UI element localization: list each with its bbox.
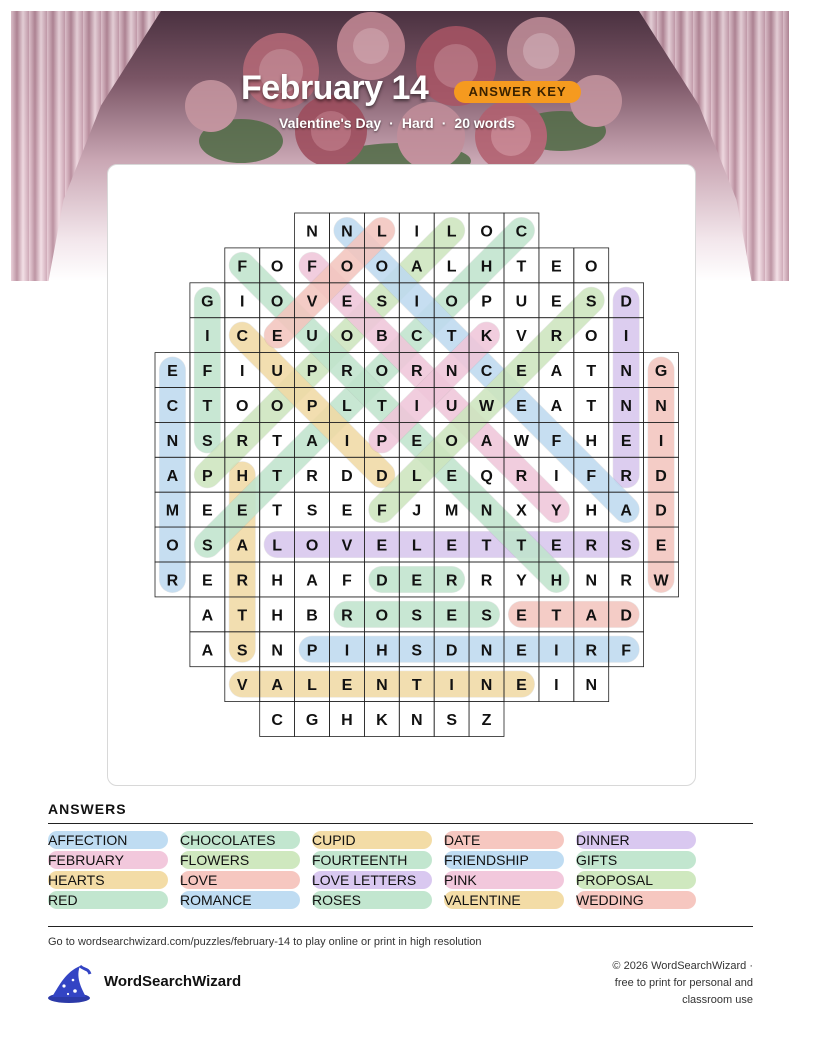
grid-letter: S bbox=[376, 293, 388, 311]
grid-letter: I bbox=[344, 432, 350, 450]
grid-letter: T bbox=[411, 677, 422, 695]
grid-letter: O bbox=[270, 258, 284, 276]
grid-letter: P bbox=[202, 467, 213, 485]
grid-letter: S bbox=[202, 432, 213, 450]
grid-letter: E bbox=[446, 537, 457, 555]
grid-letter: R bbox=[341, 363, 353, 381]
grid-letter: W bbox=[653, 572, 669, 590]
answer-word-love: LOVE bbox=[180, 871, 300, 889]
grid-letter: U bbox=[445, 397, 458, 415]
grid-letter: E bbox=[271, 328, 283, 346]
grid-letter: N bbox=[445, 363, 458, 381]
answer-word-red: RED bbox=[48, 891, 168, 909]
grid-letter: I bbox=[623, 328, 629, 346]
grid-letter: U bbox=[271, 363, 283, 381]
grid-letter: T bbox=[272, 432, 283, 450]
grid-letter: Z bbox=[481, 712, 492, 730]
grid-letter: R bbox=[236, 432, 249, 450]
page-title: February 14 bbox=[241, 69, 429, 107]
grid-letter: C bbox=[515, 223, 528, 241]
grid-letter: S bbox=[620, 537, 632, 555]
grid-letter: R bbox=[480, 572, 493, 590]
grid-letter: T bbox=[376, 397, 387, 415]
grid-letter: O bbox=[585, 258, 598, 276]
grid-letter: C bbox=[236, 328, 249, 346]
grid-letter: O bbox=[270, 293, 284, 311]
grid-letter: E bbox=[202, 572, 213, 590]
grid-letter: D bbox=[620, 607, 632, 625]
grid-letter: E bbox=[551, 537, 562, 555]
grid-letter: N bbox=[376, 677, 388, 695]
grid-letter: E bbox=[202, 502, 213, 520]
grid-letter: V bbox=[341, 537, 353, 555]
grid-letter: T bbox=[516, 537, 527, 555]
grid-letter: M bbox=[165, 502, 180, 520]
grid-letter: O bbox=[375, 363, 389, 381]
grid-letter: I bbox=[554, 467, 559, 485]
separator-dot: · bbox=[389, 115, 394, 131]
grid-letter: A bbox=[271, 677, 283, 695]
grid-letter: G bbox=[654, 363, 668, 381]
grid-letter: E bbox=[551, 293, 562, 311]
grid-letter: A bbox=[306, 432, 318, 450]
grid-letter: E bbox=[516, 397, 527, 415]
grid-letter: C bbox=[271, 712, 283, 730]
grid-letter: H bbox=[271, 572, 283, 590]
answer-word-valentine: VALENTINE bbox=[444, 891, 564, 909]
grid-letter: S bbox=[411, 642, 423, 660]
grid-letter: R bbox=[166, 572, 179, 590]
grid-letter: I bbox=[240, 293, 245, 311]
grid-letter: N bbox=[585, 677, 598, 695]
grid-letter: I bbox=[554, 677, 559, 695]
grid-letter: S bbox=[481, 607, 492, 625]
grid-letter: V bbox=[306, 293, 318, 311]
grid-letter: H bbox=[341, 712, 353, 730]
grid-letter: S bbox=[306, 502, 318, 520]
answer-word-gifts: GIFTS bbox=[576, 851, 696, 869]
grid-letter: L bbox=[272, 537, 283, 555]
grid-letter: E bbox=[411, 572, 423, 590]
answer-word-proposal: PROPOSAL bbox=[576, 871, 696, 889]
grid-letter: T bbox=[551, 607, 562, 625]
grid-letter: O bbox=[340, 258, 354, 276]
grid-letter: S bbox=[202, 537, 213, 555]
grid-letter: H bbox=[236, 467, 249, 485]
answer-word-wedding: WEDDING bbox=[576, 891, 696, 909]
grid-letter: P bbox=[376, 432, 388, 450]
footer-url-text: Go to wordsearchwizard.com/puzzles/february-14 to play online or print in high resolution bbox=[48, 936, 482, 948]
grid-letter: O bbox=[480, 223, 493, 241]
grid-letter: E bbox=[167, 363, 178, 381]
grid-letter: E bbox=[376, 537, 388, 555]
grid-letter: T bbox=[272, 502, 283, 520]
grid-letter: L bbox=[446, 223, 457, 241]
grid-letter: T bbox=[586, 363, 597, 381]
answer-word-pink: PINK bbox=[444, 871, 564, 889]
grid-letter: O bbox=[375, 258, 389, 276]
grid-letter: I bbox=[449, 677, 454, 695]
answer-word-february: FEBRUARY bbox=[48, 851, 168, 869]
grid-letter: E bbox=[446, 467, 457, 485]
grid-letter: Y bbox=[516, 572, 527, 590]
grid-letter: F bbox=[586, 467, 597, 485]
grid-letter: A bbox=[201, 642, 214, 660]
grid-letter: S bbox=[446, 712, 457, 730]
grid-letter: I bbox=[414, 293, 419, 311]
brand-name: WordSearchWizard bbox=[104, 973, 242, 990]
grid-letter: N bbox=[341, 223, 353, 241]
answer-word-love-letters: LOVE LETTERS bbox=[312, 871, 432, 889]
grid-letter: F bbox=[202, 363, 213, 381]
grid-letter: E bbox=[655, 537, 667, 555]
grid-letter: N bbox=[620, 363, 632, 381]
grid-letter: G bbox=[305, 712, 319, 730]
grid-letter: O bbox=[236, 397, 249, 415]
grid-letter: V bbox=[236, 677, 248, 695]
grid-letter: D bbox=[341, 467, 353, 485]
grid-letter: E bbox=[446, 607, 457, 625]
answer-word-chocolates: CHOCOLATES bbox=[180, 831, 300, 849]
subtitle-difficulty: Hard bbox=[401, 115, 434, 131]
answer-word-flowers: FLOWERS bbox=[180, 851, 300, 869]
grid-letter: C bbox=[480, 363, 493, 381]
grid-letter: L bbox=[376, 223, 387, 241]
grid-letter: A bbox=[236, 537, 249, 555]
answer-word-affection: AFFECTION bbox=[48, 831, 168, 849]
separator-dot: · bbox=[441, 115, 447, 131]
grid-letter: W bbox=[513, 432, 530, 450]
footer-divider bbox=[48, 926, 753, 927]
grid-letter: H bbox=[480, 258, 493, 276]
answer-word-cupid: CUPID bbox=[312, 831, 432, 849]
grid-letter: P bbox=[306, 363, 318, 381]
grid-letter: T bbox=[272, 467, 283, 485]
grid-letter: A bbox=[480, 432, 493, 450]
answer-word-hearts: HEARTS bbox=[48, 871, 168, 889]
grid-letter: I bbox=[344, 642, 350, 660]
copyright-line: free to print for personal and bbox=[614, 977, 753, 989]
grid-letter: R bbox=[585, 642, 598, 660]
grid-letter: C bbox=[166, 397, 179, 415]
grid-letter: N bbox=[480, 677, 493, 695]
grid-letter: U bbox=[515, 293, 528, 311]
grid-letter: R bbox=[515, 467, 528, 485]
grid-letter: R bbox=[550, 328, 563, 346]
grid-letter: C bbox=[410, 328, 423, 346]
grid-letter: A bbox=[550, 363, 563, 381]
grid-letter: U bbox=[306, 328, 318, 346]
grid-letter: E bbox=[411, 432, 423, 450]
grid-letter: L bbox=[342, 397, 352, 415]
grid-letter: E bbox=[516, 363, 527, 381]
grid-letter: O bbox=[445, 293, 458, 311]
grid-letter: E bbox=[236, 502, 248, 520]
grid-letter: N bbox=[271, 642, 283, 660]
answer-key-badge: ANSWER KEY bbox=[454, 81, 581, 103]
grid-letter: R bbox=[620, 572, 632, 590]
grid-letter: P bbox=[306, 397, 318, 415]
grid-letter: O bbox=[445, 432, 458, 450]
grid-letter: P bbox=[306, 642, 318, 660]
grid-letter: R bbox=[306, 467, 318, 485]
grid-letter: F bbox=[621, 642, 632, 660]
grid-letter: W bbox=[478, 397, 495, 415]
grid-letter: H bbox=[271, 607, 283, 625]
grid-letter: I bbox=[414, 223, 419, 241]
grid-letter: E bbox=[341, 293, 353, 311]
grid-letter: A bbox=[306, 572, 318, 590]
grid-letter: L bbox=[411, 537, 422, 555]
grid-letter: N bbox=[655, 397, 667, 415]
grid-letter: R bbox=[236, 572, 249, 590]
grid-letter: L bbox=[307, 677, 317, 695]
grid-letter: R bbox=[620, 467, 632, 485]
grid-letter: K bbox=[376, 712, 388, 730]
grid-letter: D bbox=[376, 467, 388, 485]
wizard-hat-icon bbox=[46, 964, 92, 1004]
grid-letter: A bbox=[166, 467, 179, 485]
grid-letter: G bbox=[201, 293, 214, 311]
grid-letter: I bbox=[554, 642, 559, 660]
grid-letter: A bbox=[550, 397, 563, 415]
grid-letter: O bbox=[340, 328, 354, 346]
answer-word-roses: ROSES bbox=[312, 891, 432, 909]
grid-letter: H bbox=[585, 432, 598, 450]
grid-letter: T bbox=[516, 258, 527, 276]
grid-letter: F bbox=[342, 572, 352, 590]
grid-letter: F bbox=[376, 502, 387, 520]
grid-letter: S bbox=[585, 293, 597, 311]
copyright-line: © 2026 WordSearchWizard · bbox=[612, 960, 753, 972]
grid-letter: N bbox=[166, 432, 179, 450]
grid-letter: D bbox=[655, 467, 667, 485]
grid-letter: O bbox=[585, 328, 598, 346]
grid-letter: H bbox=[550, 572, 563, 590]
grid-letter: R bbox=[585, 537, 598, 555]
grid-letter: T bbox=[202, 397, 213, 415]
subtitle-theme: Valentine's Day bbox=[279, 115, 382, 131]
grid-letter: X bbox=[516, 502, 527, 520]
grid-letter: A bbox=[585, 607, 598, 625]
grid-letter: F bbox=[551, 432, 562, 450]
grid-letter: I bbox=[240, 363, 245, 381]
answer-word-dinner: DINNER bbox=[576, 831, 696, 849]
grid-letter: O bbox=[270, 397, 284, 415]
grid-letter: K bbox=[480, 328, 493, 346]
grid-letter: Y bbox=[551, 502, 562, 520]
grid-letter: R bbox=[445, 572, 458, 590]
grid-letter: L bbox=[411, 467, 422, 485]
answer-word-romance: ROMANCE bbox=[180, 891, 300, 909]
grid-letter: E bbox=[620, 432, 632, 450]
copyright-line: classroom use bbox=[682, 994, 753, 1006]
grid-letter: D bbox=[376, 572, 388, 590]
grid-letter: N bbox=[306, 223, 318, 241]
grid-letter: S bbox=[411, 607, 423, 625]
grid-letter: N bbox=[480, 642, 493, 660]
grid-letter: B bbox=[306, 607, 318, 625]
grid-letter: H bbox=[585, 502, 598, 520]
grid-letter: A bbox=[201, 607, 214, 625]
answers-heading: ANSWERS bbox=[48, 801, 127, 817]
grid-letter: E bbox=[516, 642, 527, 660]
grid-letter: F bbox=[307, 258, 317, 276]
grid-letter: M bbox=[444, 502, 459, 520]
grid-letter: I bbox=[414, 397, 419, 415]
grid-letter: B bbox=[376, 328, 388, 346]
grid-letter: N bbox=[585, 572, 598, 590]
grid-letter: D bbox=[445, 642, 458, 660]
grid-letter: J bbox=[412, 502, 422, 520]
answer-word-date: DATE bbox=[444, 831, 564, 849]
grid-letter: T bbox=[481, 537, 492, 555]
grid-letter: N bbox=[410, 712, 423, 730]
grid-letter: T bbox=[446, 328, 457, 346]
grid-letter: O bbox=[375, 607, 389, 625]
grid-letter: V bbox=[516, 328, 527, 346]
grid-letter: L bbox=[446, 258, 457, 276]
grid-letter: O bbox=[166, 537, 179, 555]
grid-letter: O bbox=[305, 537, 319, 555]
grid-letter: P bbox=[481, 293, 492, 311]
grid-letter: A bbox=[620, 502, 632, 520]
grid-letter: A bbox=[410, 258, 423, 276]
grid-letter: E bbox=[516, 677, 527, 695]
grid-letter: Q bbox=[480, 467, 493, 485]
grid-letter: I bbox=[658, 432, 664, 450]
grid-letter: D bbox=[620, 293, 632, 311]
answer-word-fourteenth: FOURTEENTH bbox=[312, 851, 432, 869]
grid-letter: E bbox=[551, 258, 562, 276]
grid-letter: D bbox=[655, 502, 667, 520]
grid-letter: I bbox=[205, 328, 210, 346]
answers-divider bbox=[48, 823, 753, 824]
grid-letter: R bbox=[341, 607, 353, 625]
grid-letter: E bbox=[341, 677, 353, 695]
grid-letter: N bbox=[480, 502, 493, 520]
subtitle-word-count: 20 words bbox=[454, 115, 516, 131]
grid-letter: E bbox=[341, 502, 353, 520]
copyright-notice bbox=[583, 958, 753, 1009]
grid-letter: T bbox=[586, 397, 597, 415]
grid-letter: R bbox=[410, 363, 423, 381]
answer-word-friendship: FRIENDSHIP bbox=[444, 851, 564, 869]
grid-letter: S bbox=[236, 642, 248, 660]
grid-letter: T bbox=[237, 607, 248, 625]
grid-letter: F bbox=[237, 258, 248, 276]
grid-letter: H bbox=[376, 642, 388, 660]
grid-letter: E bbox=[516, 607, 527, 625]
grid-letter: N bbox=[620, 397, 632, 415]
